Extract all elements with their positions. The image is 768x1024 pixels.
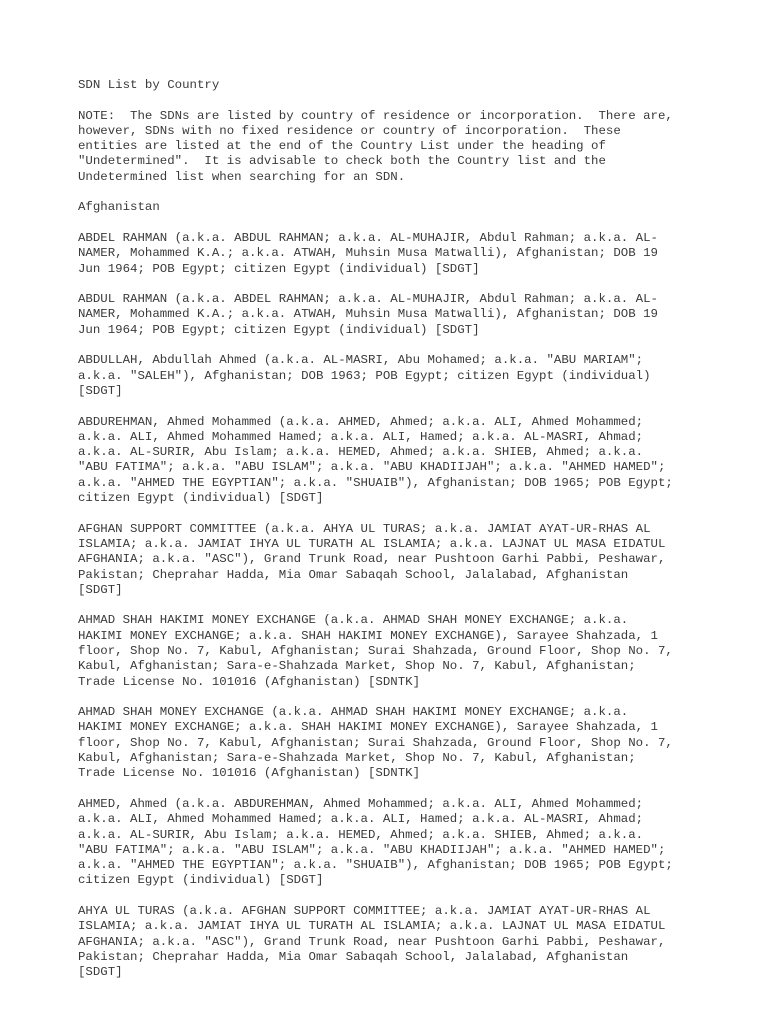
sdn-entry-line: HAKIMI MONEY EXCHANGE; a.k.a. SHAH HAKIMI MONEY EXCHANGE), Sarayee Shahzada, 1 bbox=[78, 628, 658, 643]
document-page bbox=[78, 78, 718, 996]
sdn-entry-line: AHMAD SHAH HAKIMI MONEY EXCHANGE (a.k.a. AHMAD SHAH MONEY EXCHANGE; a.k.a. bbox=[78, 613, 629, 628]
sdn-entry-line: ABDULLAH, Abdullah Ahmed (a.k.a. AL-MASRI, Abu Mohamed; a.k.a. "ABU MARIAM"; bbox=[78, 353, 644, 368]
sdn-entry-line: a.k.a. "SALEH"), Afghanistan; DOB 1963; POB Egypt; citizen Egypt (individual) bbox=[78, 368, 651, 383]
sdn-entry-line: Jun 1964; POB Egypt; citizen Egypt (individual) [SDGT] bbox=[78, 322, 480, 337]
sdn-entry-line: floor, Shop No. 7, Kabul, Afghanistan; Surai Shahzada, Ground Floor, Shop No. 7, bbox=[78, 643, 673, 658]
country-heading: Afghanistan bbox=[78, 200, 160, 215]
entry-list bbox=[78, 231, 718, 981]
note-line: entities are listed at the end of the Country List under the heading of bbox=[78, 139, 606, 154]
sdn-entry-line: Kabul, Afghanistan; Sara-e-Shahzada Market, Shop No. 7, Kabul, Afghanistan; bbox=[78, 659, 636, 674]
sdn-entry-line: floor, Shop No. 7, Kabul, Afghanistan; Surai Shahzada, Ground Floor, Shop No. 7, bbox=[78, 735, 673, 750]
sdn-entry-line: ABDUREHMAN, Ahmed Mohammed (a.k.a. AHMED, Ahmed; a.k.a. ALI, Ahmed Mohammed; bbox=[78, 414, 644, 429]
sdn-entry-line: Pakistan; Cheprahar Hadda, Mia Omar Sabaqah School, Jalalabad, Afghanistan bbox=[78, 567, 629, 582]
sdn-entry-line: [SDGT] bbox=[78, 582, 123, 597]
sdn-entry-line: NAMER, Mohammed K.A.; a.k.a. ATWAH, Muhsin Musa Matwalli), Afghanistan; DOB 19 bbox=[78, 307, 658, 322]
sdn-entry-line: citizen Egypt (individual) [SDGT] bbox=[78, 491, 324, 506]
sdn-entry-line: a.k.a. AL-SURIR, Abu Islam; a.k.a. HEMED, Ahmed; a.k.a. SHIEB, Ahmed; a.k.a. bbox=[78, 445, 644, 460]
note-paragraph bbox=[78, 109, 718, 185]
sdn-entry-line: Trade License No. 101016 (Afghanistan) [SDNTK] bbox=[78, 766, 421, 781]
sdn-entry-line: AFGHANIA; a.k.a. "ASC"), Grand Trunk Road, near Pushtoon Garhi Pabbi, Peshawar, bbox=[78, 552, 666, 567]
sdn-entry-line: citizen Egypt (individual) [SDGT] bbox=[78, 873, 324, 888]
sdn-entry-line: a.k.a. AL-SURIR, Abu Islam; a.k.a. HEMED, Ahmed; a.k.a. SHIEB, Ahmed; a.k.a. bbox=[78, 827, 644, 842]
sdn-entry-line: a.k.a. ALI, Ahmed Mohammed Hamed; a.k.a. ALI, Hamed; a.k.a. AL-MASRI, Ahmad; bbox=[78, 429, 644, 444]
sdn-entry bbox=[78, 231, 718, 277]
sdn-entry-line: ISLAMIA; a.k.a. JAMIAT IHYA UL TURATH AL ISLAMIA; a.k.a. LAJNAT UL MASA EIDATUL bbox=[78, 919, 666, 934]
sdn-entry bbox=[78, 353, 718, 399]
sdn-entry-line: AFGHANIA; a.k.a. "ASC"), Grand Trunk Road, near Pushtoon Garhi Pabbi, Peshawar, bbox=[78, 934, 666, 949]
sdn-entry-line: [SDGT] bbox=[78, 383, 123, 398]
sdn-entry bbox=[78, 904, 718, 980]
sdn-entry-line: HAKIMI MONEY EXCHANGE; a.k.a. SHAH HAKIMI MONEY EXCHANGE), Sarayee Shahzada, 1 bbox=[78, 720, 658, 735]
sdn-entry-line: NAMER, Mohammed K.A.; a.k.a. ATWAH, Muhsin Musa Matwalli), Afghanistan; DOB 19 bbox=[78, 246, 658, 261]
sdn-entry bbox=[78, 705, 718, 781]
sdn-entry-line: [SDGT] bbox=[78, 965, 123, 980]
note-line: NOTE: The SDNs are listed by country of residence or incorporation. There are, bbox=[78, 108, 673, 123]
sdn-entry-line: ABDEL RAHMAN (a.k.a. ABDUL RAHMAN; a.k.a. AL-MUHAJIR, Abdul Rahman; a.k.a. AL- bbox=[78, 230, 658, 245]
sdn-entry bbox=[78, 415, 718, 507]
note-line: however, SDNs with no fixed residence or country of incorporation. These bbox=[78, 123, 621, 138]
sdn-entry-line: AHMED, Ahmed (a.k.a. ABDUREHMAN, Ahmed Mohammed; a.k.a. ALI, Ahmed Mohammed; bbox=[78, 796, 644, 811]
note-line: "Undetermined". It is advisable to check both the Country list and the bbox=[78, 154, 606, 169]
sdn-entry-line: AFGHAN SUPPORT COMMITTEE (a.k.a. AHYA UL TURAS; a.k.a. JAMIAT AYAT-UR-RHAS AL bbox=[78, 521, 651, 536]
sdn-entry-line: a.k.a. "AHMED THE EGYPTIAN"; a.k.a. "SHUAIB"), Afghanistan; DOB 1965; POB Egypt; bbox=[78, 475, 673, 490]
sdn-entry bbox=[78, 613, 718, 689]
sdn-entry-line: AHYA UL TURAS (a.k.a. AFGHAN SUPPORT COMMITTEE; a.k.a. JAMIAT AYAT-UR-RHAS AL bbox=[78, 904, 651, 919]
sdn-entry-line: Trade License No. 101016 (Afghanistan) [SDNTK] bbox=[78, 674, 421, 689]
sdn-entry-line: Jun 1964; POB Egypt; citizen Egypt (individual) [SDGT] bbox=[78, 261, 480, 276]
sdn-entry bbox=[78, 797, 718, 889]
sdn-entry-line: "ABU FATIMA"; a.k.a. "ABU ISLAM"; a.k.a. "ABU KHADIIJAH"; a.k.a. "AHMED HAMED"; bbox=[78, 842, 666, 857]
document-title: SDN List by Country bbox=[78, 78, 220, 92]
sdn-entry-line: ISLAMIA; a.k.a. JAMIAT IHYA UL TURATH AL ISLAMIA; a.k.a. LAJNAT UL MASA EIDATUL bbox=[78, 536, 666, 551]
sdn-entry bbox=[78, 522, 718, 598]
sdn-entry-line: AHMAD SHAH MONEY EXCHANGE (a.k.a. AHMAD SHAH HAKIMI MONEY EXCHANGE; a.k.a. bbox=[78, 705, 629, 720]
note-line: Undetermined list when searching for an SDN. bbox=[78, 169, 406, 184]
sdn-entry-line: Pakistan; Cheprahar Hadda, Mia Omar Sabaqah School, Jalalabad, Afghanistan bbox=[78, 949, 629, 964]
sdn-entry-line: ABDUL RAHMAN (a.k.a. ABDEL RAHMAN; a.k.a. AL-MUHAJIR, Abdul Rahman; a.k.a. AL- bbox=[78, 292, 658, 307]
sdn-entry-line: "ABU FATIMA"; a.k.a. "ABU ISLAM"; a.k.a. "ABU KHADIIJAH"; a.k.a. "AHMED HAMED"; bbox=[78, 460, 666, 475]
sdn-entry-line: Kabul, Afghanistan; Sara-e-Shahzada Market, Shop No. 7, Kabul, Afghanistan; bbox=[78, 751, 636, 766]
sdn-entry-line: a.k.a. ALI, Ahmed Mohammed Hamed; a.k.a. ALI, Hamed; a.k.a. AL-MASRI, Ahmad; bbox=[78, 812, 644, 827]
sdn-entry-line: a.k.a. "AHMED THE EGYPTIAN"; a.k.a. "SHUAIB"), Afghanistan; DOB 1965; POB Egypt; bbox=[78, 858, 673, 873]
sdn-entry bbox=[78, 292, 718, 338]
